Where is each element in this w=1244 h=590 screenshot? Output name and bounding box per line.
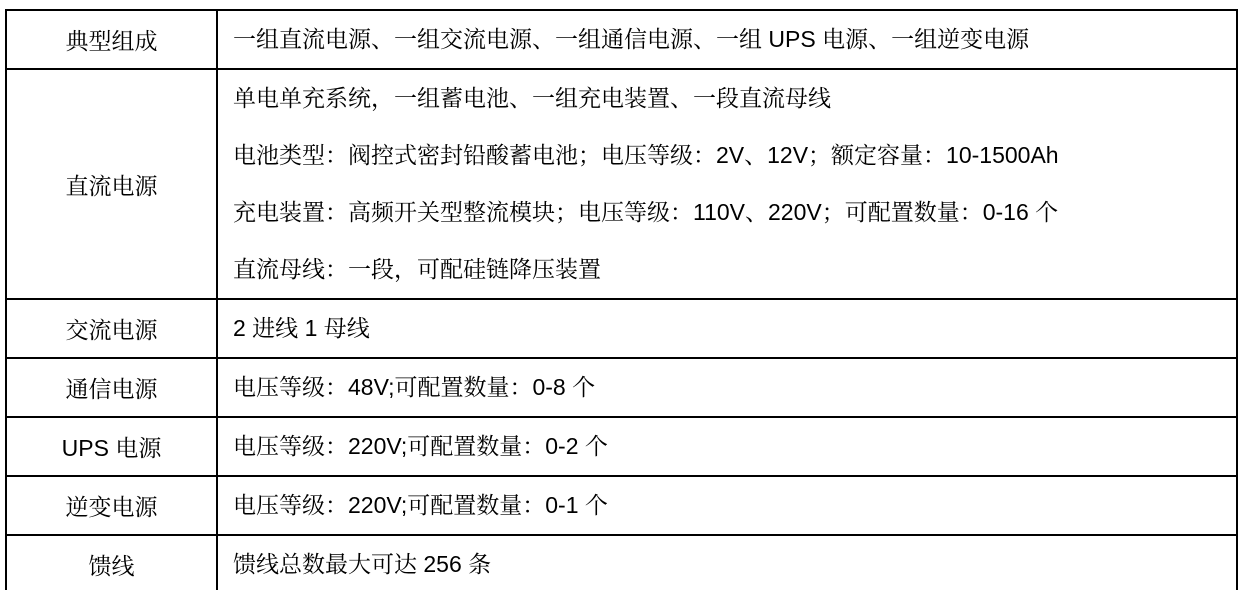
row-content-ac-power	[217, 299, 1237, 358]
table-row	[6, 10, 1237, 69]
content-line: 电压等级：220V;可配置数量：0-1 个	[233, 492, 608, 518]
content-line: 一组直流电源、一组交流电源、一组通信电源、一组 UPS 电源、一组逆变电源	[233, 26, 1030, 52]
row-content-typical-composition	[217, 10, 1237, 69]
row-content-ups-power	[217, 417, 1237, 476]
row-label-communication-power: 通信电源	[6, 358, 217, 417]
content-line: 充电装置：高频开关型整流模块；电压等级：110V、220V；可配置数量：0-16 个	[233, 199, 1059, 225]
table-row	[6, 476, 1237, 535]
row-label-feeder: 馈线	[6, 535, 217, 590]
content-line: 馈线总数最大可达 256 条	[233, 551, 492, 577]
row-label-dc-power: 直流电源	[6, 69, 217, 299]
row-label-ac-power: 交流电源	[6, 299, 217, 358]
table-row	[6, 417, 1237, 476]
row-content-communication-power	[217, 358, 1237, 417]
table-row	[6, 69, 1237, 299]
power-spec-table	[5, 9, 1238, 590]
row-content-inverter-power	[217, 476, 1237, 535]
table-row	[6, 535, 1237, 590]
row-label-ups-power: UPS 电源	[6, 417, 217, 476]
content-line: 电压等级：48V;可配置数量：0-8 个	[233, 374, 596, 400]
row-label-typical-composition: 典型组成	[6, 10, 217, 69]
row-content-dc-power	[217, 69, 1237, 299]
content-line: 直流母线：一段，可配硅链降压装置	[233, 256, 601, 282]
table-row	[6, 358, 1237, 417]
table-row	[6, 299, 1237, 358]
row-content-feeder	[217, 535, 1237, 590]
content-line: 单电单充系统，一组蓄电池、一组充电装置、一段直流母线	[233, 85, 831, 111]
content-line: 2 进线 1 母线	[233, 315, 370, 341]
content-line: 电压等级：220V;可配置数量：0-2 个	[233, 433, 608, 459]
content-line: 电池类型：阀控式密封铅酸蓄电池；电压等级：2V、12V；额定容量：10-1500Ah	[233, 142, 1059, 168]
row-label-inverter-power: 逆变电源	[6, 476, 217, 535]
